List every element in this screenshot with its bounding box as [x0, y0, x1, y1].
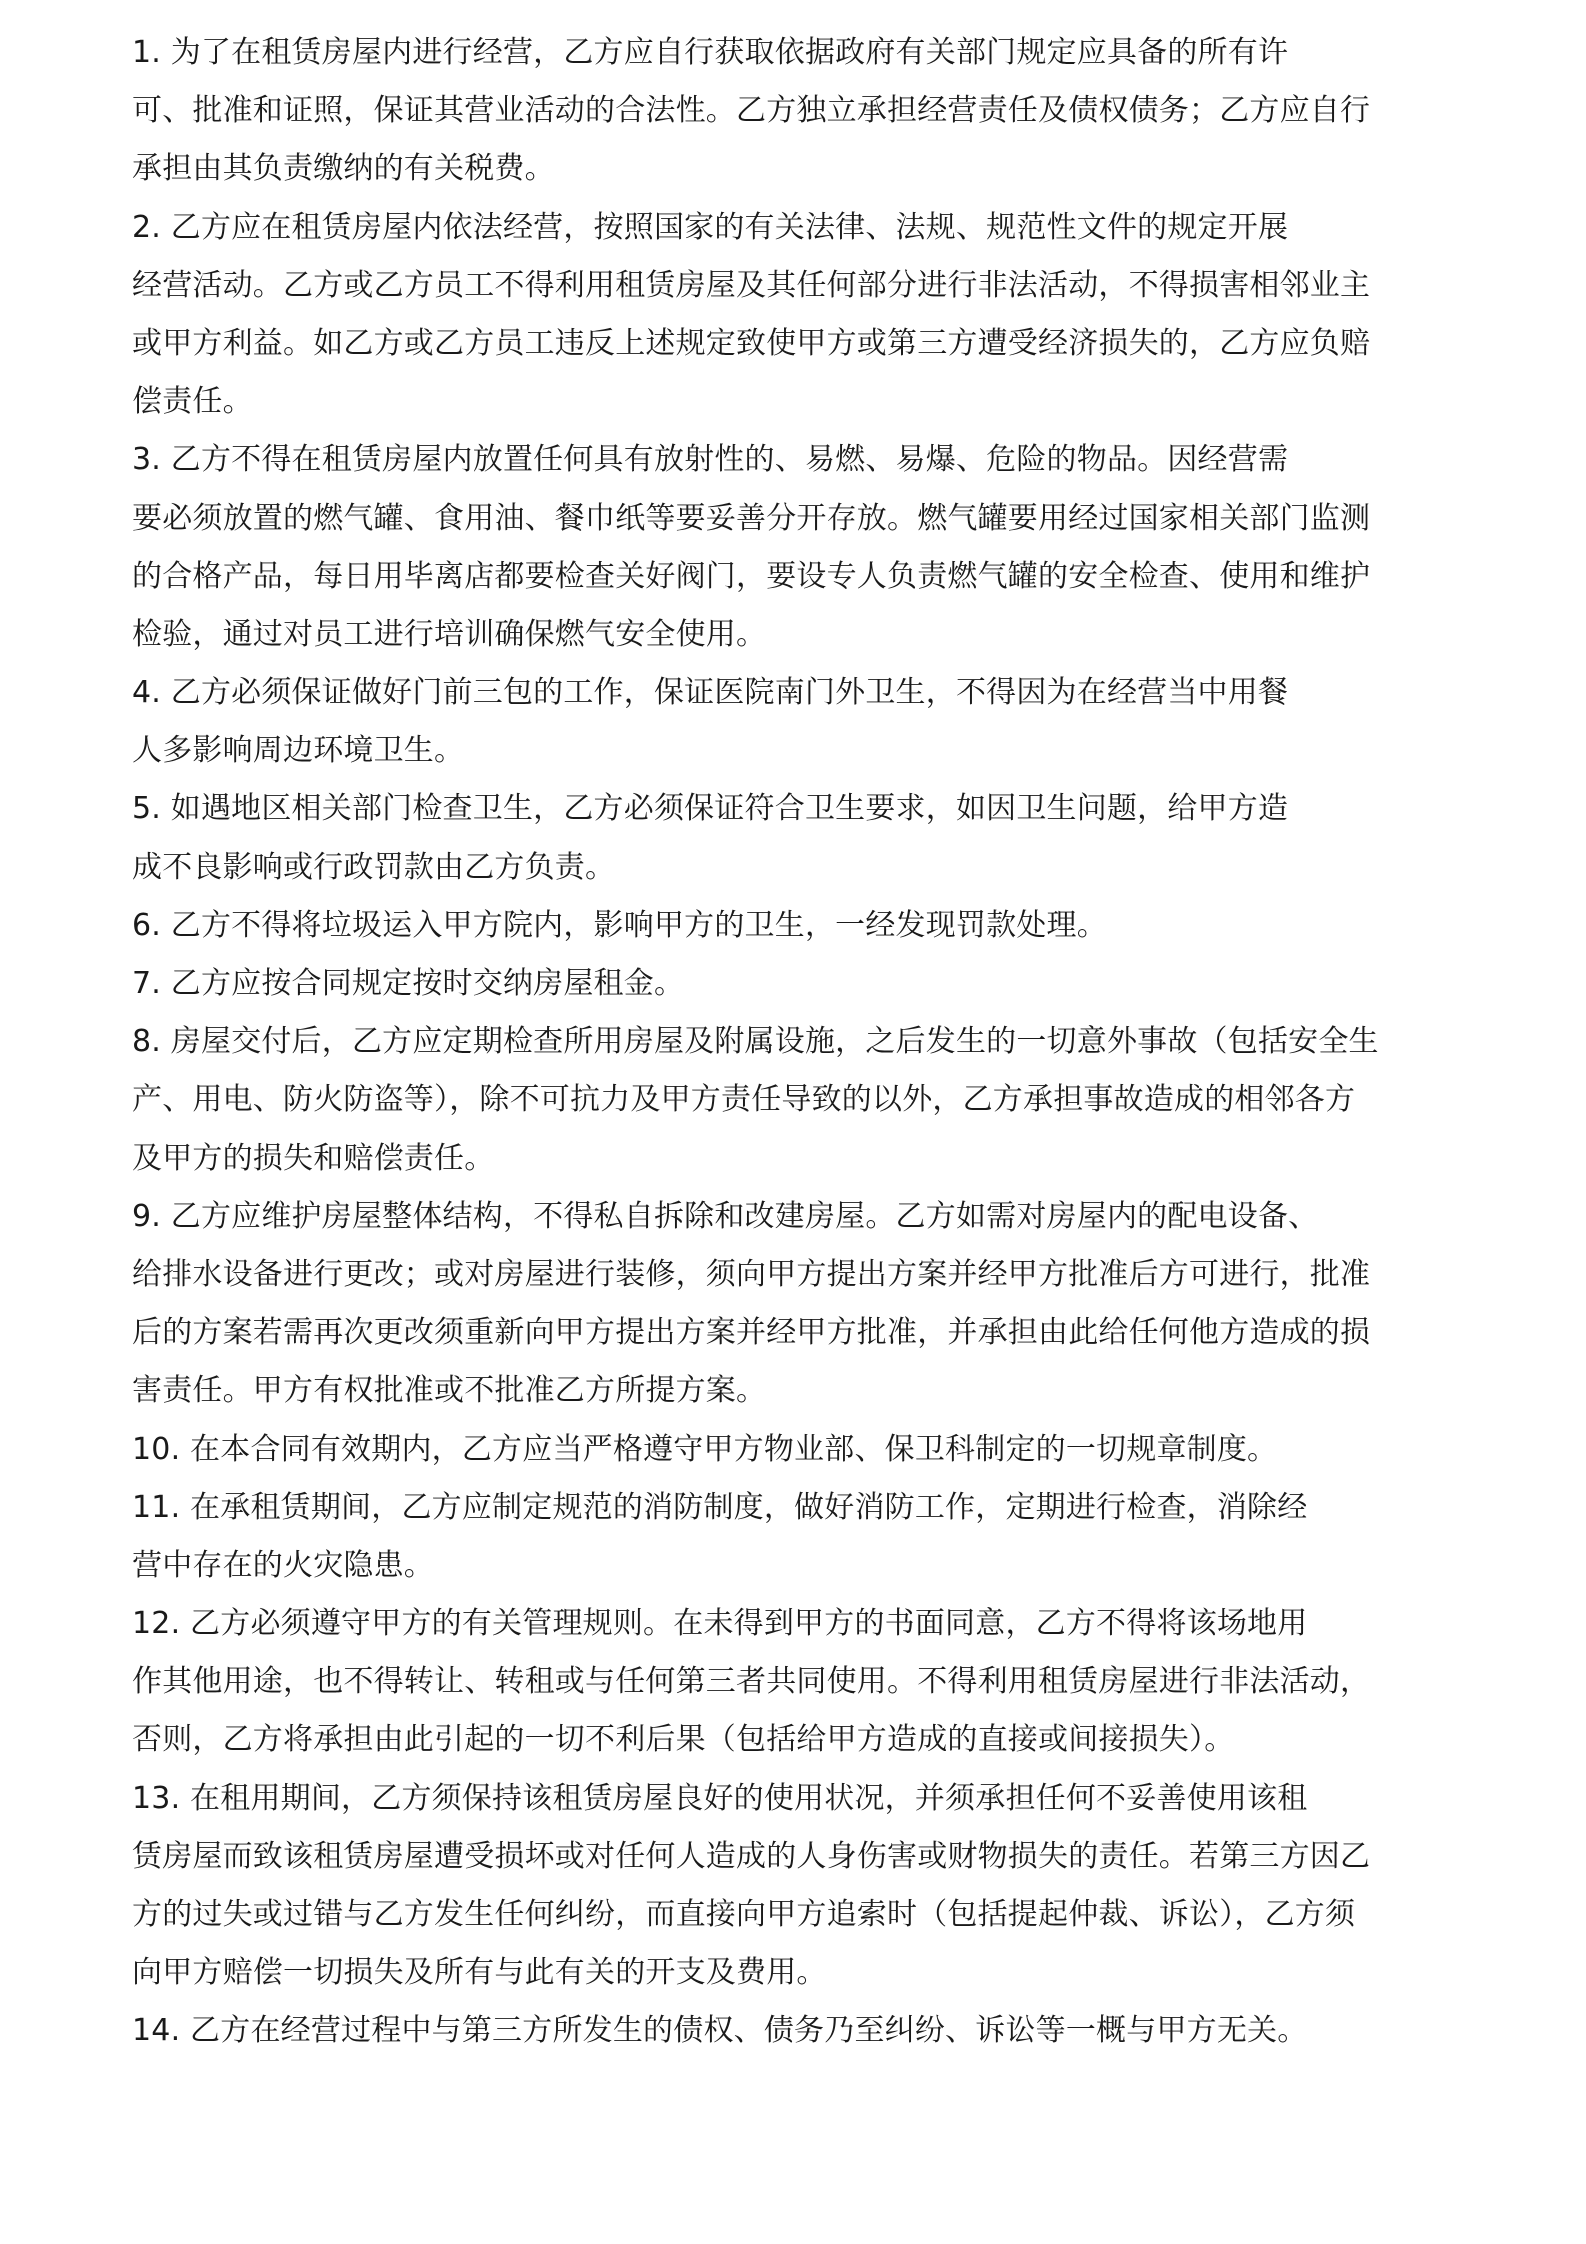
text-line: 给排水设备进行更改；或对房屋进行装修，须向甲方提出方案并经甲方批准后方可进行，批准 — [132, 1256, 1371, 1292]
document-body — [132, 24, 1462, 2061]
text-line: 11. 在承租赁期间，乙方应制定规范的消防制度，做好消防工作，定期进行检查，消除经 — [132, 1489, 1308, 1525]
text-line: 营中存在的火灾隐患。 — [132, 1547, 434, 1583]
text-line: 经营活动。乙方或乙方员工不得利用租赁房屋及其任何部分进行非法活动，不得损害相邻业主 — [132, 267, 1371, 303]
text-line: 产、用电、防火防盗等），除不可抗力及甲方责任导致的以外，乙方承担事故造成的相邻各方 — [132, 1082, 1356, 1118]
text-line: 7. 乙方应按合同规定按时交纳房屋租金。 — [132, 966, 685, 1001]
text-line: 1. 为了在租赁房屋内进行经营，乙方应自行获取依据政府有关部门规定应具备的所有许 — [132, 35, 1289, 70]
text-line: 8. 房屋交付后，乙方应定期检查所用房屋及附属设施，之后发生的一切意外事故（包括安全生 — [132, 1024, 1379, 1060]
text-line: 害责任。甲方有权批准或不批准乙方所提方案。 — [132, 1373, 767, 1409]
text-line: 的合格产品，每日用毕离店都要检查关好阀门，要设专人负责燃气罐的安全检查、使用和维护 — [132, 558, 1371, 594]
text-line: 14. 乙方在经营过程中与第三方所发生的债权、债务乃至纠纷、诉讼等一概与甲方无关。 — [132, 2013, 1308, 2049]
text-line: 9. 乙方应维护房屋整体结构，不得私自拆除和改建房屋。乙方如需对房屋内的配电设备、 — [132, 1198, 1319, 1234]
text-line: 否则，乙方将承担由此引起的一切不利后果（包括给甲方造成的直接或间接损失）。 — [132, 1722, 1235, 1758]
text-line: 作其他用途，也不得转让、转租或与任何第三者共同使用。不得利用租赁房屋进行非法活动， — [132, 1664, 1371, 1700]
text-line: 赁房屋而致该租赁房屋遭受损坏或对任何人造成的人身伤害或财物损失的责任。若第三方因乙 — [132, 1838, 1371, 1874]
text-line: 2. 乙方应在租赁房屋内依法经营，按照国家的有关法律、法规、规范性文件的规定开展 — [132, 209, 1289, 245]
text-line: 4. 乙方必须保证做好门前三包的工作，保证医院南门外卫生，不得因为在经营当中用餐 — [132, 675, 1289, 711]
text-line: 3. 乙方不得在租赁房屋内放置任何具有放射性的、易燃、易爆、危险的物品。因经营需 — [132, 442, 1289, 478]
text-line: 成不良影响或行政罚款由乙方负责。 — [132, 849, 616, 885]
text-line: 检验，通过对员工进行培训确保燃气安全使用。 — [132, 616, 767, 652]
text-line: 及甲方的损失和赔偿责任。 — [132, 1140, 495, 1176]
text-line: 12. 乙方必须遵守甲方的有关管理规则。在未得到甲方的书面同意，乙方不得将该场地用 — [132, 1606, 1308, 1642]
text-line: 5. 如遇地区相关部门检查卫生，乙方必须保证符合卫生要求，如因卫生问题，给甲方造 — [132, 791, 1289, 827]
text-line: 承担由其负责缴纳的有关税费。 — [132, 151, 555, 187]
text-line: 或甲方利益。如乙方或乙方员工违反上述规定致使甲方或第三方遭受经济损失的，乙方应负赔 — [132, 325, 1371, 361]
text-line: 可、批准和证照，保证其营业活动的合法性。乙方独立承担经营责任及债权债务；乙方应自行 — [132, 93, 1371, 129]
text-line: 6. 乙方不得将垃圾运入甲方院内，影响甲方的卫生，一经发现罚款处理。 — [132, 907, 1107, 943]
text-line: 偿责任。 — [132, 384, 253, 420]
text-line: 向甲方赔偿一切损失及所有与此有关的开支及费用。 — [132, 1955, 827, 1991]
text-line: 人多影响周边环境卫生。 — [132, 733, 465, 769]
text-line: 方的过失或过错与乙方发生任何纠纷，而直接向甲方追索时（包括提起仲裁、诉讼），乙方须 — [132, 1897, 1356, 1932]
text-line: 要必须放置的燃气罐、食用油、餐巾纸等要妥善分开存放。燃气罐要用经过国家相关部门监测 — [132, 500, 1371, 536]
text-line: 13. 在租用期间，乙方须保持该租赁房屋良好的使用状况，并须承担任何不妥善使用该租 — [132, 1780, 1308, 1816]
text-line: 10. 在本合同有效期内，乙方应当严格遵守甲方物业部、保卫科制定的一切规章制度。 — [132, 1431, 1278, 1467]
text-line: 后的方案若需再次更改须重新向甲方提出方案并经甲方批准，并承担由此给任何他方造成的损 — [132, 1315, 1371, 1351]
